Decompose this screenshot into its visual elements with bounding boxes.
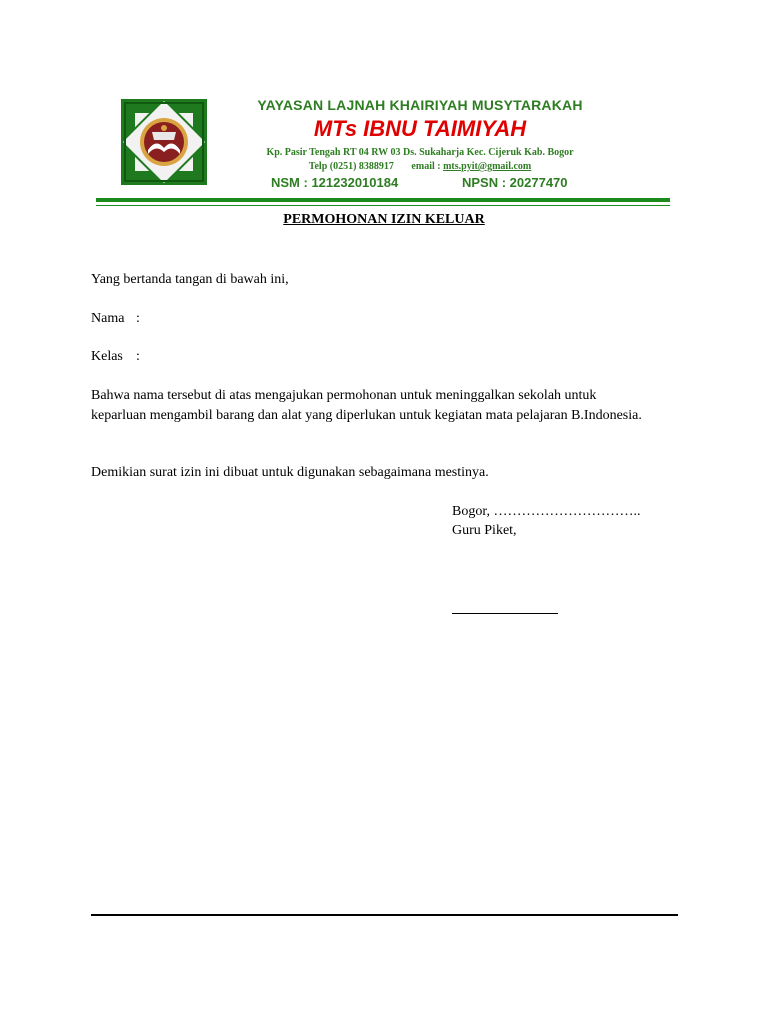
nama-separator: :: [136, 311, 140, 326]
contact-line: [230, 161, 610, 172]
registration-numbers: [271, 175, 591, 190]
document-title: PERMOHONAN IZIN KELUAR: [283, 212, 485, 227]
footer-divider: [91, 914, 678, 916]
opening-line: Yang bertanda tangan di bawah ini,: [91, 272, 289, 287]
email-address: mts.pyit@gmail.com: [443, 161, 532, 172]
phone-number: Telp (0251) 8388917: [308, 161, 394, 172]
place-date: Bogor, …………………………..: [452, 504, 641, 519]
npsn-number: NPSN : 20277470: [462, 175, 568, 190]
signature-line: [452, 613, 558, 614]
email-label: email :: [411, 161, 441, 172]
signer-role: Guru Piket,: [452, 523, 517, 538]
kelas-separator: :: [136, 349, 140, 364]
closing-line: Demikian surat izin ini dibuat untuk digunakan sebagaimana mestinya.: [91, 465, 489, 480]
school-name: MTs IBNU TAIMIYAH: [313, 116, 527, 141]
letterhead-divider-thin: [96, 205, 670, 206]
school-address: Kp. Pasir Tengah RT 04 RW 03 Ds. Sukaharja Kec. Cijeruk Kab. Bogor: [266, 147, 574, 158]
school-emblem-icon: [121, 99, 207, 185]
nsm-number: NSM : 121232010184: [271, 175, 399, 190]
kelas-label: Kelas: [91, 349, 123, 364]
letterhead-divider-thick: [96, 198, 670, 202]
foundation-name: YAYASAN LAJNAH KHAIRIYAH MUSYTARAKAH: [257, 97, 583, 113]
request-paragraph: Bahwa nama tersebut di atas mengajukan permohonan untuk meninggalkan sekolah untuk keparluan mengambil barang dan alat yang diperlukan untuk kegiatan mata pelajaran B.Indonesia.: [91, 388, 642, 423]
nama-field: [91, 309, 140, 329]
nama-label: Nama: [91, 311, 125, 326]
kelas-field: [91, 347, 140, 367]
